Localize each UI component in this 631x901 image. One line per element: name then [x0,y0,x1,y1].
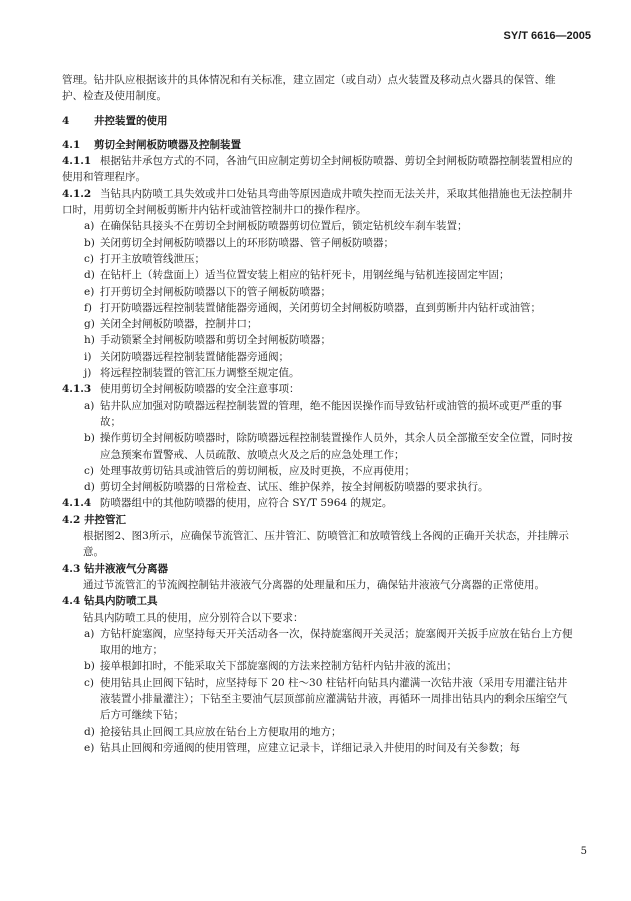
item-text: 打开防喷器远程控制装置储能器旁通阀，关闭剪切全封闸板防喷器，直到剪断井内钻杆或油管； [100,301,541,314]
item-text: 打开剪切全封闸板防喷器以下的管子闸板防喷器； [100,285,331,298]
section-4-1-title: 剪切全封闸板防喷器及控制装置 [94,138,241,151]
item-text: 在确保钻具接头不在剪切全封闸板防喷器剪切位置后，锁定钻机绞车刹车装置； [100,220,468,233]
item-text: 钻井队应加强对防喷器远程控制装置的管理，绝不能因误操作而导致钻杆或油管的损坏或更严重的事故； [100,399,562,428]
item-text: 方钻杆旋塞阀，应坚持每天开关活动各一次，保持旋塞阀开关灵活；旋塞阀开关扳手应放在钻台上方便取用的地方； [100,627,573,657]
item-label: d) [84,725,95,738]
item-label: c) [84,676,94,689]
clause-4-1-3 [62,381,574,397]
item-label: e) [84,741,95,754]
list-item [62,300,574,316]
item-label: a) [84,627,95,640]
item-label: d) [84,269,95,282]
section-4-4-title: 钻具内防喷工具 [84,595,158,608]
item-text: 接单根卸扣时，不能采取关下部旋塞阀的方法来控制方钻杆内钻井液的流出； [100,660,457,673]
item-label: b) [84,660,95,673]
list-item [62,430,574,463]
item-label: b) [84,432,95,445]
item-label: g) [84,318,95,331]
intro-paragraph: 管理。钻井队应根据该井的具体情况和有关标准，建立固定（或自动）点火装置及移动点火器具的保管、维护、检查及使用制度。 [62,74,556,103]
section-4-3-text: 通过节流管汇的节流阀控制钻井液液气分离器的处理量和压力，确保钻井液液气分离器的正常使用。 [83,578,545,591]
item-text: 关闭全封闸板防喷器，控制井口； [100,318,258,331]
item-text: 处理事故剪切钻具或油管后的剪切闸板，应及时更换，不应再使用； [100,464,415,477]
clause-4-1-2 [62,186,574,219]
document-body [62,72,574,756]
item-label: d) [84,481,95,494]
list-item [62,398,574,431]
list-item [62,463,574,479]
item-text: 手动锁紧全封闸板防喷器和剪切全封闸板防喷器； [100,334,331,347]
list-item [62,724,574,740]
item-text: 关闭防喷器远程控制装置储能器旁通阀； [100,350,289,363]
item-label: a) [84,399,95,412]
list-item [62,316,574,332]
clause-number: 4.1.3 [62,383,92,396]
section-4-1-heading [62,137,574,153]
item-label: a) [84,220,95,233]
list-item [62,740,574,756]
section-4-heading [62,113,574,129]
clause-number: 4.1.2 [62,187,92,200]
item-text: 关闭剪切全封闸板防喷器以上的环形防喷器、管子闸板防喷器； [100,236,394,249]
clause-4-1-4 [62,495,574,511]
list-item [62,675,574,724]
clause-4-1-1 [62,153,574,186]
item-text: 钻具止回阀和旁通阀的使用管理，应建立记录卡，详细记录入井使用的时间及有关参数；每 [100,741,520,754]
item-text: 打开主放喷管线泄压； [100,252,205,265]
clause-number: 4.1.1 [62,155,92,168]
item-text: 将远程控制装置的管汇压力调整至规定值。 [100,367,300,380]
list-item [62,251,574,267]
section-4-2-number: 4.2 [62,513,81,526]
item-label: c) [84,464,94,477]
list-item [62,284,574,300]
item-text: 剪切全封闸板防喷器的日常检查、试压、维护保养，按全封闸板防喷器的要求执行。 [100,481,489,494]
page-number: 5 [580,846,587,857]
list-item [62,626,574,659]
section-4-4-number: 4.4 [62,595,81,608]
clause-text: 根据钻井承包方式的不同，各油气田应制定剪切全封闸板防喷器、剪切全封闸板防喷器控制装置相应的使用和管理程序。 [62,155,573,184]
list-item [62,365,574,381]
list-item [62,235,574,251]
list-item [62,658,574,674]
section-4-2-title: 井控管汇 [84,513,126,526]
list-item [62,218,574,234]
section-4-4-heading [62,593,574,609]
item-text: 在钻杆上（转盘面上）适当位置安装上相应的钻杆死卡，用钢丝绳与钻机连接固定牢固； [100,269,510,282]
item-label: f) [84,301,92,314]
item-text: 使用钻具止回阀下钻时，应坚持每下 20 柱～30 柱钻杆向钻具内灌满一次钻井液（采用专用灌注钻井液装置小排量灌注）；下钻至主要油气层顶部前应灌满钻井液，再循环一周排出钻具内的剩余压缩空气后方可继续下钻； [100,676,568,722]
item-text: 抢接钻具止回阀工具应放在钻台上方便取用的地方； [100,725,342,738]
section-4-1-number: 4.1 [62,138,81,151]
section-4-number: 4 [62,114,70,127]
standard-code: SY/T 6616—2005 [503,30,591,42]
clause-text: 当钻具内防喷工具失效或井口处钻具弯曲等原因造成井喷失控而无法关井，采取其他措施也无法控制井口时，用剪切全封闸板剪断井内钻杆或油管控制井口的操作程序。 [62,187,573,217]
item-label: j) [84,367,92,380]
clause-text: 防喷器组中的其他防喷器的使用，应符合 SY/T 5964 的规定。 [100,497,393,510]
item-label: e) [84,285,95,298]
list-item [62,479,574,495]
section-4-title: 井控装置的使用 [94,114,168,127]
item-text: 操作剪切全封闸板防喷器时，除防喷器远程控制装置操作人员外，其余人员全部撤至安全位置，同时按应急预案布置警戒、人员疏散、放喷点火及之后的应急处理工作； [100,432,573,461]
clause-text: 使用剪切全封闸板防喷器的安全注意事项： [100,383,300,396]
section-4-3-heading [62,561,574,577]
section-4-4-text: 钻具内防喷工具的使用，应分别符合以下要求： [83,611,304,624]
section-4-3-number: 4.3 [62,562,81,575]
section-4-2-heading [62,512,574,528]
item-label: b) [84,236,95,249]
item-label: i) [84,350,92,363]
item-label: h) [84,334,95,347]
list-item [62,267,574,283]
section-4-3-title: 钻井液液气分离器 [84,562,168,575]
list-item [62,332,574,348]
list-item [62,349,574,365]
clause-number: 4.1.4 [62,497,92,510]
item-label: c) [84,252,94,265]
section-4-2-text: 根据图2、图3所示，应确保节流管汇、压井管汇、防喷管汇和放喷管线上各阀的正确开关状态，并挂牌示意。 [83,530,569,559]
